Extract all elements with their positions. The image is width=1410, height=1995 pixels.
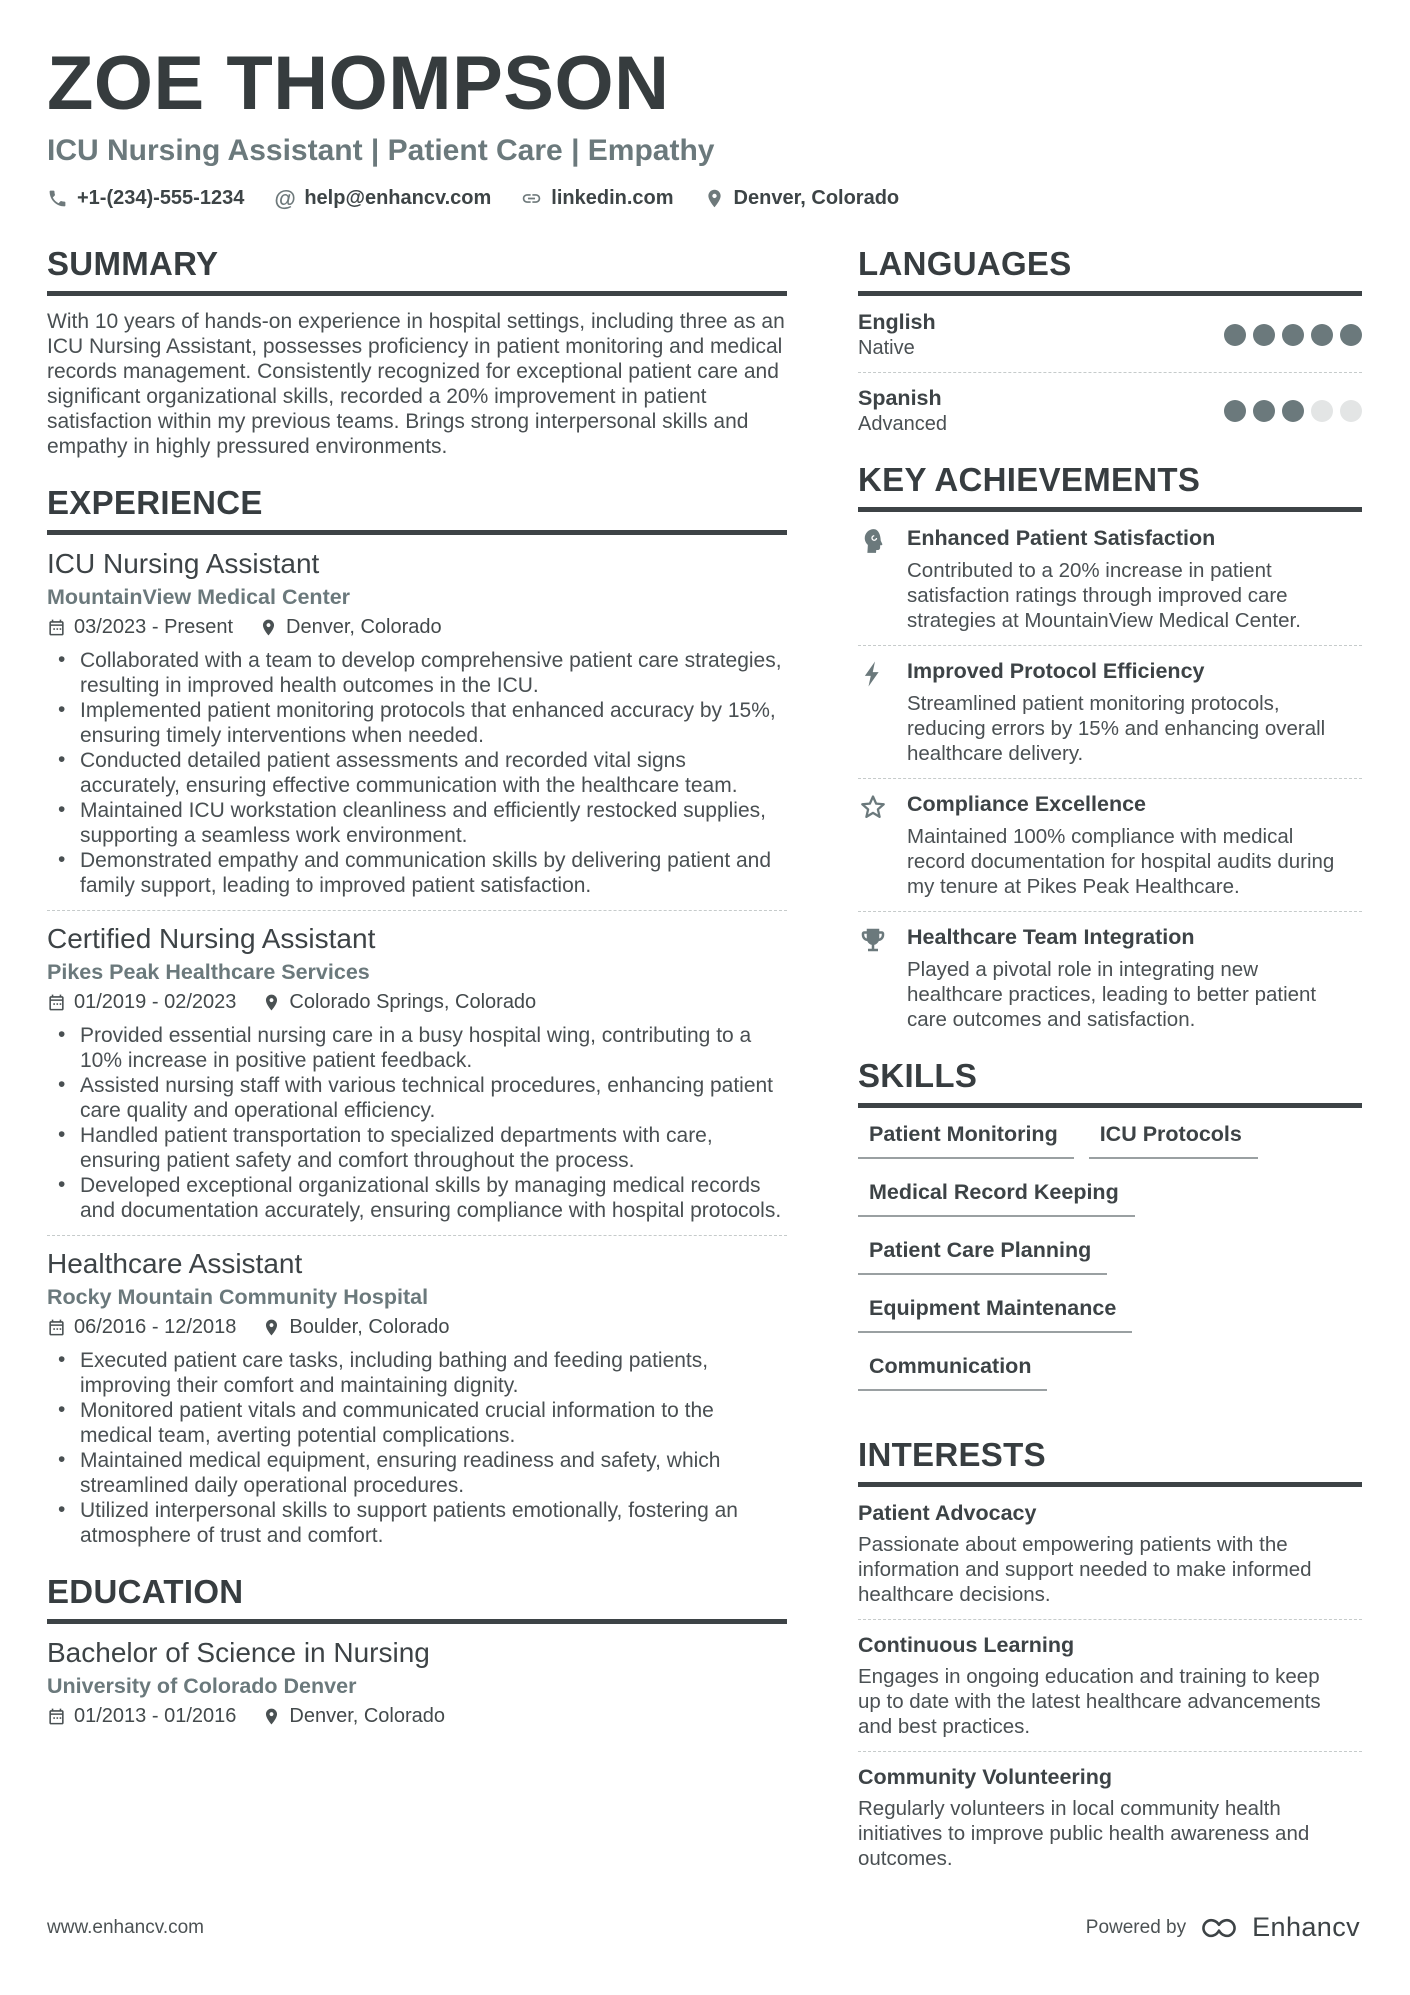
achievements-heading: KEY ACHIEVEMENTS [858, 462, 1362, 512]
language-name: English [858, 310, 936, 334]
bullet-item: • Conducted detailed patient assessments and recorded vital signs accurately, ensuring effective communication with the healthcare team. [47, 748, 787, 798]
interest-text: Engages in ongoing education and training to keep up to date with the latest healthcare advancements and best practices. [858, 1665, 1321, 1738]
level-dot [1282, 400, 1304, 422]
date-range [47, 616, 233, 639]
bullet-item: • Maintained ICU workstation cleanliness and efficiently restocked supplies, supporting a seamless work environment. [47, 798, 787, 848]
divider [858, 1751, 1362, 1752]
divider [858, 911, 1362, 912]
education-heading: EDUCATION [47, 1574, 787, 1624]
location-pin-icon [262, 1318, 281, 1337]
summary-heading: SUMMARY [47, 246, 787, 296]
job-tagline: ICU Nursing Assistant | Patient Care | Empathy [47, 134, 715, 167]
date-range [47, 991, 236, 1014]
job-title: ICU Nursing Assistant [47, 548, 320, 579]
location-pin-icon [259, 618, 278, 637]
bullet-item: • Demonstrated empathy and communication skills by delivering patient and family support, leading to improved patient satisfaction. [47, 848, 787, 898]
experience-section [47, 485, 787, 1548]
divider [858, 372, 1362, 373]
footer-site-link[interactable]: www.enhancv.com [47, 1916, 204, 1938]
achievement-item [858, 791, 1362, 899]
level-dot [1340, 400, 1362, 422]
job-meta [47, 616, 787, 639]
location-pin-icon [262, 993, 281, 1012]
page-footer [47, 1912, 1360, 1943]
achievements-section [858, 462, 1362, 1032]
achievement-title: Improved Protocol Efficiency [907, 659, 1205, 683]
level-dot [1253, 400, 1275, 422]
education-location [262, 1705, 445, 1728]
interest-item [858, 1632, 1362, 1739]
star-icon [858, 791, 894, 899]
job-bullets [47, 648, 787, 898]
achievement-title: Compliance Excellence [907, 792, 1146, 816]
language-row [858, 385, 1362, 436]
bullet-item: • Collaborated with a team to develop comprehensive patient care strategies, resulting in improved health outcomes in the ICU. [47, 648, 787, 698]
achievement-item [858, 924, 1362, 1032]
achievement-body [907, 791, 1357, 899]
achievement-title: Healthcare Team Integration [907, 925, 1195, 949]
bullet-item: • Provided essential nursing care in a busy hospital wing, contributing to a 10% increase in positive patient feedback. [47, 1023, 787, 1073]
job-bullets [47, 1023, 787, 1223]
summary-section [47, 246, 787, 459]
achievement-body [907, 658, 1357, 766]
location-text: Boulder, Colorado [289, 1316, 450, 1338]
school-name: University of Colorado Denver [47, 1674, 357, 1698]
interest-text: Regularly volunteers in local community health initiatives to improve public health awareness and outcomes. [858, 1797, 1310, 1870]
education-section [47, 1574, 787, 1728]
location-pin-icon [704, 188, 725, 209]
head-icon [858, 525, 894, 633]
date-range [47, 1316, 236, 1339]
language-name: Spanish [858, 386, 942, 410]
enhancv-infinity-logo-icon[interactable] [1197, 1915, 1241, 1941]
job-location [262, 1316, 449, 1339]
experience-entry [47, 548, 787, 898]
skill-item: Medical Record Keeping [858, 1179, 1135, 1217]
person-name: ZOE THOMPSON [47, 41, 670, 126]
interest-item [858, 1500, 1362, 1607]
achievement-item [858, 525, 1362, 633]
interests-heading: INTERESTS [858, 1437, 1362, 1487]
trophy-icon [858, 924, 894, 1032]
right-column [858, 246, 1362, 1897]
contact-location [704, 187, 900, 210]
achievement-body [907, 525, 1357, 633]
location-text: Colorado Springs, Colorado [289, 991, 537, 1013]
powered-by-label: Powered by [1085, 1916, 1187, 1938]
skill-item: Communication [858, 1353, 1047, 1391]
summary-text: With 10 years of hands-on experience in hospital settings, including three as an ICU Nursing Assistant, possesses proficiency in patient monitoring and medical records management. Consistently recognized for exceptional patient care and significant organizational skills, recorded a 20% improvement in patient satisfaction within my previous teams. Brings strong interpersonal skills and empathy in highly pressured environments. [47, 310, 785, 458]
divider [858, 645, 1362, 646]
at-icon: @ [274, 186, 296, 211]
language-info [858, 385, 947, 436]
interests-section [858, 1437, 1362, 1871]
bullet-item: • Implemented patient monitoring protocols that enhanced accuracy by 15%, ensuring timely interventions when needed. [47, 698, 787, 748]
divider [47, 1235, 787, 1236]
achievement-title: Enhanced Patient Satisfaction [907, 526, 1216, 550]
job-bullets [47, 1348, 787, 1548]
bullet-item: • Handled patient transportation to specialized departments with care, ensuring patient safety and comfort throughout the process. [47, 1123, 787, 1173]
contact-row [47, 187, 1362, 210]
location-text: Denver, Colorado [286, 616, 442, 638]
skills-list [858, 1121, 1362, 1411]
achievement-text: Contributed to a 20% increase in patient satisfaction ratings through improved care strategies at MountainView Medical Center. [907, 559, 1301, 632]
date-text: 01/2013 - 01/2016 [74, 1705, 237, 1727]
language-info [858, 309, 936, 360]
language-level: Advanced [858, 413, 947, 435]
achievement-text: Played a pivotal role in integrating new healthcare practices, leading to better patient care outcomes and satisfaction. [907, 958, 1317, 1031]
website-url: linkedin.com [551, 187, 674, 209]
level-dot [1340, 324, 1362, 346]
contact-email[interactable] [274, 187, 491, 210]
lightning-icon [858, 658, 894, 766]
location-pin-icon [262, 1707, 281, 1726]
divider [858, 1619, 1362, 1620]
interest-title: Continuous Learning [858, 1633, 1075, 1657]
location-text: Denver, Colorado [733, 187, 900, 209]
degree-title: Bachelor of Science in Nursing [47, 1637, 430, 1668]
company-name: Rocky Mountain Community Hospital [47, 1285, 429, 1309]
left-column [47, 246, 787, 1897]
job-meta [47, 1316, 787, 1339]
achievement-text: Maintained 100% compliance with medical record documentation for hospital audits during my tenure at Pikes Peak Healthcare. [907, 825, 1335, 898]
level-dot [1253, 324, 1275, 346]
date-text: 06/2016 - 12/2018 [74, 1316, 237, 1338]
achievement-body [907, 924, 1357, 1032]
calendar-icon [47, 618, 66, 637]
experience-entry [47, 923, 787, 1223]
interest-title: Patient Advocacy [858, 1501, 1037, 1525]
level-dot [1224, 400, 1246, 422]
bullet-item: • Developed exceptional organizational skills by managing medical records and documentation accurately, ensuring compliance with hospital protocols. [47, 1173, 787, 1223]
phone-number: +1-(234)-555-1234 [77, 187, 245, 209]
divider [858, 778, 1362, 779]
languages-heading: LANGUAGES [858, 246, 1362, 296]
level-dot [1224, 324, 1246, 346]
achievement-item [858, 658, 1362, 766]
bullet-item: • Maintained medical equipment, ensuring readiness and safety, which streamlined daily operational procedures. [47, 1448, 787, 1498]
link-icon [521, 188, 542, 209]
bullet-item: • Assisted nursing staff with various technical procedures, enhancing patient care quality and operational efficiency. [47, 1073, 787, 1123]
bullet-item: • Utilized interpersonal skills to support patients emotionally, fostering an atmosphere of trust and comfort. [47, 1498, 787, 1548]
content-columns [47, 246, 1362, 1897]
language-row [858, 309, 1362, 360]
email-address: help@enhancv.com [304, 187, 492, 209]
skill-item: Patient Care Planning [858, 1237, 1107, 1275]
job-location [259, 616, 442, 639]
calendar-icon [47, 1318, 66, 1337]
interest-title: Community Volunteering [858, 1765, 1113, 1789]
job-location [262, 991, 536, 1014]
skill-item: Equipment Maintenance [858, 1295, 1132, 1333]
level-dot [1311, 400, 1333, 422]
level-dot [1311, 324, 1333, 346]
calendar-icon [47, 993, 66, 1012]
job-title: Healthcare Assistant [47, 1248, 303, 1279]
bullet-item: • Monitored patient vitals and communicated crucial information to the medical team, averting potential complications. [47, 1398, 787, 1448]
contact-phone[interactable] [47, 187, 244, 210]
divider [47, 910, 787, 911]
interest-text: Passionate about empowering patients with the information and support needed to make informed healthcare decisions. [858, 1533, 1312, 1606]
language-level-dots [1224, 400, 1362, 422]
calendar-icon [47, 1707, 66, 1726]
location-text: Denver, Colorado [289, 1705, 446, 1727]
company-name: Pikes Peak Healthcare Services [47, 960, 370, 984]
skills-heading: SKILLS [858, 1058, 1362, 1108]
powered-by [1086, 1912, 1360, 1943]
experience-heading: EXPERIENCE [47, 485, 787, 535]
job-title: Certified Nursing Assistant [47, 923, 376, 954]
experience-entry [47, 1248, 787, 1548]
education-meta [47, 1705, 787, 1728]
job-meta [47, 991, 787, 1014]
date-text: 03/2023 - Present [74, 616, 233, 638]
resume-header [47, 41, 1362, 211]
date-range [47, 1705, 236, 1728]
contact-website[interactable] [521, 187, 673, 210]
languages-section [858, 246, 1362, 436]
date-text: 01/2019 - 02/2023 [74, 991, 237, 1013]
skill-item: Patient Monitoring [858, 1121, 1074, 1159]
enhancv-brand-name[interactable]: Enhancv [1252, 1912, 1360, 1942]
level-dot [1282, 324, 1304, 346]
phone-icon [47, 188, 68, 209]
skills-section [858, 1058, 1362, 1411]
interest-item [858, 1764, 1362, 1871]
language-level: Native [858, 337, 915, 359]
achievement-text: Streamlined patient monitoring protocols, reducing errors by 15% and enhancing overall healthcare delivery. [907, 692, 1326, 765]
bullet-item: • Executed patient care tasks, including bathing and feeding patients, improving their comfort and maintaining dignity. [47, 1348, 787, 1398]
language-level-dots [1224, 324, 1362, 346]
company-name: MountainView Medical Center [47, 585, 351, 609]
skill-item: ICU Protocols [1089, 1121, 1258, 1159]
